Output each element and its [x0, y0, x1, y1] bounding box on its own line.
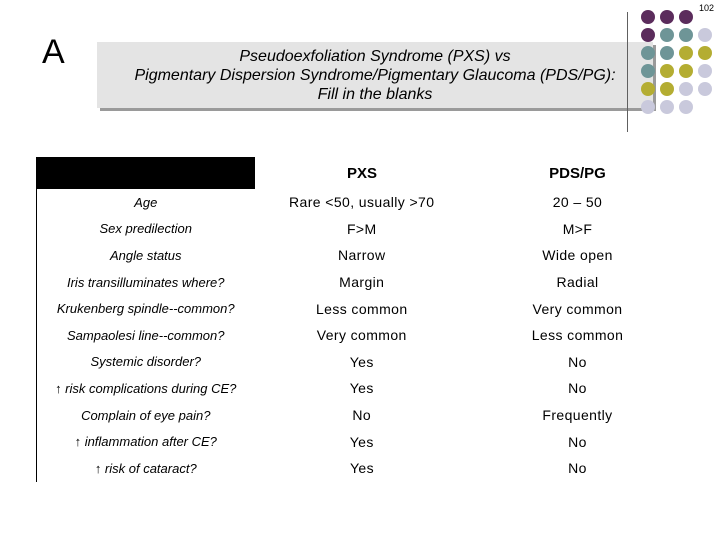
page-number: 102: [698, 3, 714, 13]
table-row: [37, 295, 686, 322]
decorative-dot: [660, 10, 674, 24]
pds-pg-value: Very common: [532, 300, 623, 317]
title-line-2: Pigmentary Dispersion Syndrome/Pigmentary Glaucoma (PDS/PG):: [134, 66, 616, 84]
table-header-row: [37, 158, 686, 189]
table-row: [37, 189, 686, 216]
table-row: [37, 216, 686, 243]
pds-pg-value: 20 – 50: [552, 194, 603, 211]
decorative-dot: [641, 28, 655, 42]
pxs-value: Yes: [349, 460, 375, 477]
decorative-dot: [679, 10, 693, 24]
pxs-value: Yes: [349, 380, 374, 397]
table-row: [37, 455, 686, 482]
pds-pg-value: No: [568, 353, 587, 370]
slide-letter: A: [42, 33, 65, 71]
row-label: Krukenberg spindle--common?: [37, 295, 255, 322]
pxs-value: F>M: [346, 220, 377, 237]
table-row: [37, 349, 686, 376]
pds-pg-value: Wide open: [542, 247, 613, 264]
pxs-value: Less common: [315, 300, 408, 317]
table-row: [37, 375, 686, 402]
pds-pg-value: No: [568, 380, 587, 397]
decorative-dot: [660, 100, 674, 114]
decorative-dot: [660, 46, 674, 60]
header-pxs: PXS: [255, 158, 470, 189]
row-label: Systemic disorder?: [37, 349, 255, 376]
decorative-dot: [698, 46, 712, 60]
table-row: [37, 269, 686, 296]
title-line-3: Fill in the blanks: [317, 85, 433, 103]
row-label: Sex predilection: [37, 216, 255, 243]
decorative-dot: [698, 64, 712, 78]
decorative-dot: [679, 100, 693, 114]
decorative-divider: [627, 12, 628, 132]
pxs-value: Rare <50, usually >70: [289, 194, 435, 211]
row-label: Sampaolesi line--common?: [37, 322, 255, 349]
table-row: [37, 402, 686, 429]
decorative-dot: [660, 28, 674, 42]
row-label: ↑ risk complications during CE?: [37, 375, 255, 402]
row-label: ↑ risk of cataract?: [37, 455, 255, 482]
decorative-dot: [641, 10, 655, 24]
pxs-value: No: [352, 407, 372, 424]
row-label: ↑ inflammation after CE?: [37, 428, 255, 455]
pxs-value: Narrow: [337, 247, 386, 264]
decorative-dot: [679, 64, 693, 78]
decorative-dot: [679, 46, 693, 60]
header-blank-cell: [37, 158, 255, 189]
header-pds-pg: PDS/PG: [470, 158, 686, 189]
comparison-table: [36, 157, 686, 482]
pds-pg-value: No: [568, 460, 587, 477]
pds-pg-value: Frequently: [542, 407, 613, 424]
decorative-dot: [660, 82, 674, 96]
pds-pg-value: Radial: [556, 274, 599, 291]
pxs-value: Yes: [349, 433, 374, 450]
pxs-value: Margin: [339, 274, 385, 291]
pxs-value: Very common: [316, 327, 407, 344]
pds-pg-value: No: [568, 433, 587, 450]
decorative-dot: [698, 28, 712, 42]
decorative-dot: [679, 82, 693, 96]
table-row: [37, 428, 686, 455]
pxs-value: Yes: [349, 353, 374, 370]
decorative-dot: [698, 82, 712, 96]
row-label: Complain of eye pain?: [37, 402, 255, 429]
row-label: Angle status: [37, 242, 255, 269]
pds-pg-value: M>F: [562, 220, 593, 237]
pds-pg-value: Less common: [531, 327, 624, 344]
title-box: [97, 42, 653, 108]
table-row: [37, 242, 686, 269]
title-line-1: Pseudoexfoliation Syndrome (PXS) vs: [239, 47, 511, 65]
table-row: [37, 322, 686, 349]
row-label: Age: [37, 189, 255, 216]
row-label: Iris transilluminates where?: [37, 269, 255, 296]
decorative-dot: [679, 28, 693, 42]
decorative-dot: [660, 64, 674, 78]
